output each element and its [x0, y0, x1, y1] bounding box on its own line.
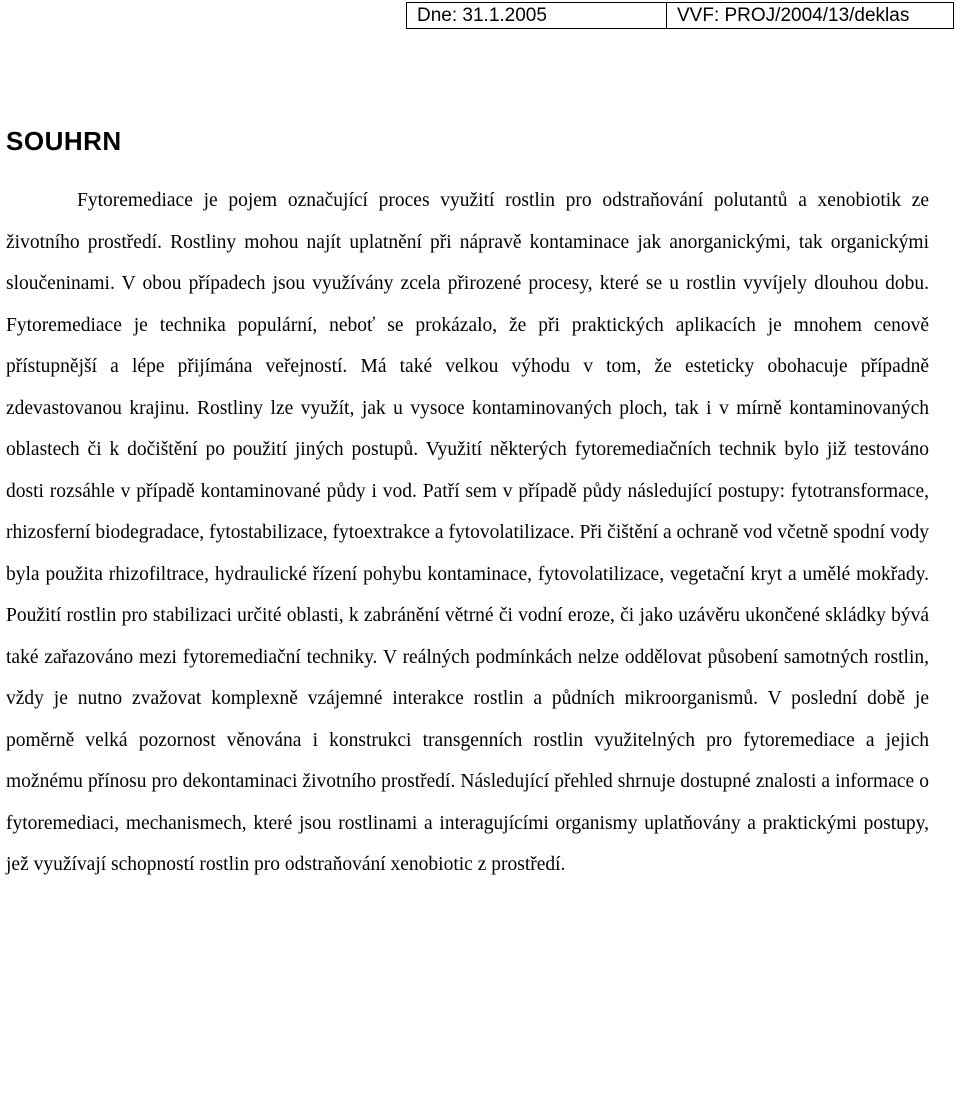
- section-title: SOUHRN: [6, 126, 122, 156]
- document-date: Dne: 31.1.2005: [407, 3, 667, 28]
- summary-paragraph: Fytoremediace je pojem označující proces využití rostlin pro odstraňování polutantů a xenobiotik ze životního prostředí. Rostliny mohou najít uplatnění při nápravě kontaminace jak anorganickými, tak organickými sloučeninami. V obou případech jsou využívány zcela přirozené procesy, které se u rostlin vyvíjely dlouhou dobu. Fytoremediace je technika populární, neboť se prokázalo, že při praktických aplikacích je mnohem cenově přístupnější a lépe přijímána veřejností. Má také velkou výhodu v tom, že esteticky obohacuje případně zdevastovanou krajinu. Rostliny lze využít, jak u vysoce kontaminovaných ploch, tak i v mírně kontaminovaných oblastech či k dočištění po použití jiných postupů. Využití některých fytoremediačních technik bylo již testováno dosti rozsáhle v případě kontaminované půdy i vod. Patří sem v případě půdy následující postupy: fytotransformace, rhizosferní biodegradace, fytostabilizace, fytoextrakce a fytovolatilizace. Při čištění a ochraně vod včetně spodní vody byla použita rhizofiltrace, hydraulické řízení pohybu kontaminace, fytovolatilizace, vegetační kryt a umělé mokřady. Použití rostlin pro stabilizaci určité oblasti, k zabránění větrné či vodní eroze, či jako uzávěru ukončené skládky bývá také zařazováno mezi fytoremediační techniky. V reálných podmínkách nelze oddělovat působení samotných rostlin, vždy je nutno zvažovat komplexně vzájemné interakce rostlin a půdních mikroorganismů. V poslední době je poměrně velká pozornost věnována i konstrukci transgenních rostlin využitelných pro fytoremediace a jejich možnému přínosu pro dekontaminaci životního prostředí. Následující přehled shrnuje dostupné znalosti a informace o fytoremediaci, mechanismech, které jsou rostlinami a interagujícími organismy uplatňovány a praktickými postupy, jež využívají schopností rostlin pro odstraňování xenobiotic z prostředí.: [6, 190, 929, 875]
- document-header: [406, 2, 954, 29]
- document-reference: VVF: PROJ/2004/13/deklas: [677, 4, 910, 26]
